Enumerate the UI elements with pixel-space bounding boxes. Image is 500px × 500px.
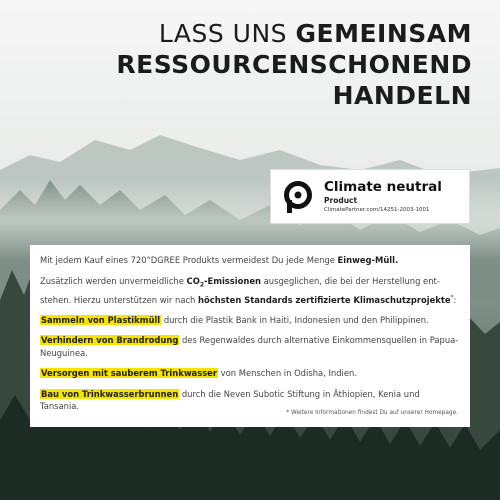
co2-subscript: 2 <box>199 281 205 289</box>
badge-title: Climate neutral <box>324 179 442 195</box>
emissions-paragraph <box>40 275 460 306</box>
headline <box>116 18 472 111</box>
project-highlight: Bau von Trinkwasserbrunnen <box>41 388 179 399</box>
intro-text: Mit jedem Kauf eines 720°DGREE Produkts vermeidest Du jede Menge <box>40 255 338 265</box>
emissions-colon: : <box>453 294 457 305</box>
project-highlight: Versorgen mit sauberem Trinkwasser <box>41 368 217 379</box>
climatepartner-logo-icon <box>283 180 317 214</box>
co2-label <box>186 275 262 289</box>
headline-line-2: RESSOURCENSCHONEND <box>116 50 472 79</box>
emissions-text-1: Zusätzlich werden unvermeidliche <box>40 275 187 286</box>
emissions-bold: -Emissionen <box>204 275 262 286</box>
emissions-text-2: ausgeglichen, die bei der Herstellung ent-stehen. Hierzu unterstützen wir nach <box>40 275 440 305</box>
headline-bold-text: GEMEINSAM <box>295 19 472 48</box>
project-highlight: Sammeln von Plastikmüll <box>41 314 161 325</box>
project-text: durch die Plastik Bank in Haiti, Indonesien und den Philippinen. <box>161 314 429 325</box>
headline-light-text: LASS UNS <box>158 19 296 48</box>
info-card <box>30 245 470 427</box>
intro-bold: Einweg-Müll. <box>337 255 399 265</box>
intro-paragraph <box>40 254 460 267</box>
project-item <box>40 367 460 380</box>
project-text: von Menschen in Odisha, Indien. <box>218 368 358 379</box>
co2-text: CO <box>186 275 200 286</box>
asterisk: * <box>450 293 454 301</box>
climate-neutral-badge <box>270 169 470 224</box>
headline-line-3: HANDELN <box>332 81 472 110</box>
badge-subtitle: Product <box>324 196 358 205</box>
footnote: * Weitere Informationen findest Du auf unserer Homepage. <box>286 409 458 416</box>
project-highlight: Verhindern von Brandrodung <box>41 335 179 346</box>
project-text: durch die Neven Subotic Stiftung in Äthiopien, Kenia und Tansania. <box>40 388 420 412</box>
project-item <box>40 314 460 327</box>
project-text: des Regenwaldes durch alternative Einkommensquellen in Papua-Neuguinea. <box>40 335 459 358</box>
headline-line-1 <box>116 18 472 49</box>
badge-url: ClimatePartner.com/14251-2003-1001 <box>324 207 430 213</box>
standards-bold: höchsten Standards zertifizierte Klimaschutzprojekte <box>198 294 451 305</box>
project-item <box>40 334 460 359</box>
